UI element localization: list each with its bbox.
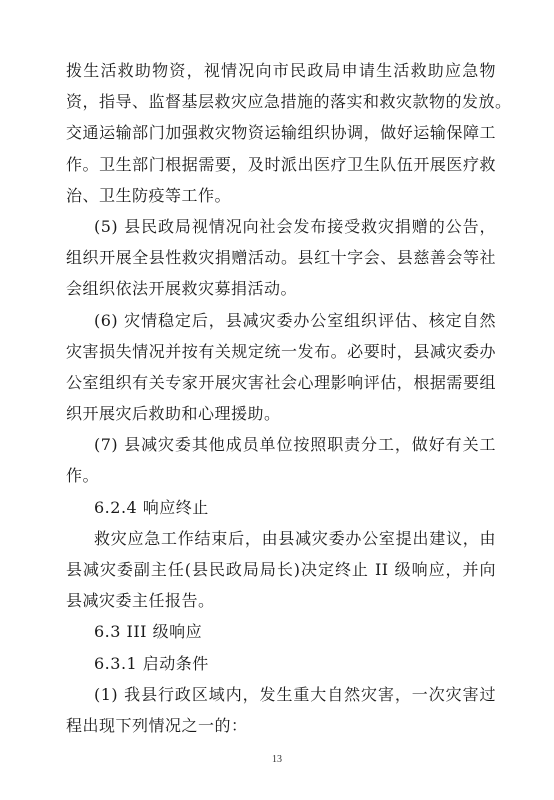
text-line: 资，指导、监督基层救灾应急措施的落实和救灾款物的发放。 <box>66 92 512 112</box>
page-number: 13 <box>272 754 282 765</box>
text-line: (6) 灾情稳定后，县减灾委办公室组织评估、核定自然 <box>94 310 496 330</box>
text-line: 公室组织有关专家开展灾害社会心理影响评估，根据需要组 <box>66 372 496 392</box>
text-line: 拨生活救助物资，视情况向市民政局申请生活救助应急物 <box>66 61 496 80</box>
section-heading: 6.2.4 响应终止 <box>94 497 209 517</box>
text-line: 织开展灾后救助和心理援助。 <box>66 404 281 424</box>
text-line: 交通运输部门加强救灾物资运输组织协调，做好运输保障工 <box>66 123 496 143</box>
text-line: 作。卫生部门根据需要，及时派出医疗卫生队伍开展医疗救 <box>66 154 496 174</box>
text-line: (1) 我县行政区域内，发生重大自然灾害，一次灾害过 <box>94 684 496 704</box>
text-line: 组织开展全县性救灾捐赠活动。县红十字会、县慈善会等社 <box>66 248 496 268</box>
text-line: 灾害损失情况并按有关规定统一发布。必要时，县减灾委办 <box>66 341 496 361</box>
section-heading: 6.3 III 级响应 <box>94 622 203 642</box>
text-line: 县减灾委主任报告。 <box>66 591 215 611</box>
text-line: (7) 县减灾委其他成员单位按照职责分工，做好有关工 <box>94 435 496 455</box>
text-line: 县减灾委副主任(县民政局局长)决定终止 II 级响应，并向 <box>66 560 496 579</box>
text-line: 治、卫生防疫等工作。 <box>66 185 232 205</box>
section-heading: 6.3.1 启动条件 <box>94 653 209 673</box>
text-line: 作。 <box>66 466 100 486</box>
text-line: (5) 县民政局视情况向社会发布接受救灾捐赠的公告， <box>94 216 496 236</box>
text-line: 程出现下列情况之一的： <box>66 715 248 735</box>
text-line: 会组织依法开展救灾募捐活动。 <box>66 279 298 299</box>
text-line: 救灾应急工作结束后，由县减灾委办公室提出建议，由 <box>94 528 496 548</box>
body-text <box>66 55 512 741</box>
